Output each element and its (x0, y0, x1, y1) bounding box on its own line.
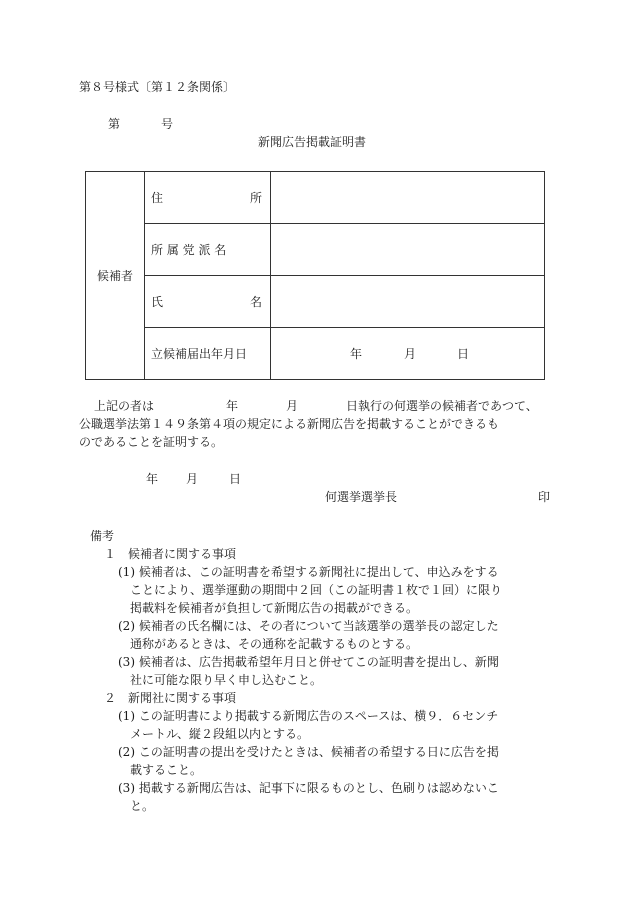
signature-day: 日 (229, 472, 242, 486)
signature-year: 年 (146, 472, 159, 486)
notes-section-2-heading: ２ 新聞社に関する事項 (104, 691, 237, 705)
notes-title: 備考 (90, 529, 115, 543)
body-line-1: 上記の者は 年 月 日執行の何選挙の候補者であつて、 (94, 399, 538, 413)
body-line-2: 公職選挙法第１４９条第４項の規定による新聞広告を掲載することができるも (79, 417, 500, 431)
note-1-1-line-3: 掲載料を候補者が負担して新聞広告の掲載ができる。 (130, 601, 419, 615)
name-field[interactable] (271, 276, 545, 328)
note-2-1-line-1: (1) この証明書により掲載する新聞広告のスペースは、横９．６センチ (118, 709, 499, 723)
table-row (86, 328, 545, 380)
note-1-2-line-1: (2) 候補者の氏名欄には、その者について当該選挙の選挙長の認定した (118, 619, 499, 633)
filing-date-day: 日 (457, 347, 470, 361)
document-title: 新聞広告掲載証明書 (258, 135, 367, 149)
table-row (86, 224, 545, 276)
seal-mark: 印 (538, 490, 551, 504)
body-line-3: のであることを証明する。 (79, 435, 224, 449)
filing-date-month: 月 (404, 347, 417, 361)
note-2-2-line-2: 載すること。 (130, 763, 203, 777)
notes-section-1-heading: １ 候補者に関する事項 (104, 547, 237, 561)
filing-date-year: 年 (350, 347, 363, 361)
note-1-1-line-1: (1) 候補者は、この証明書を希望する新聞社に提出して、申込みをする (118, 565, 499, 579)
note-2-3-line-2: と。 (130, 799, 155, 813)
address-field[interactable] (271, 172, 545, 224)
table-row (86, 276, 545, 328)
note-1-3-line-1: (3) 候補者は、広告掲載希望年月日と併せてこの証明書を提出し、新聞 (118, 655, 499, 669)
note-2-1-line-2: メートル、縦２段組以内とする。 (130, 727, 310, 741)
address-label-left: 住 (151, 191, 164, 205)
name-label (145, 276, 271, 328)
note-2-3-line-1: (3) 掲載する新聞広告は、記事下に限るものとし、色刷りは認めないこ (118, 781, 499, 795)
name-label-left: 氏 (151, 295, 164, 309)
filing-date-label (145, 328, 271, 380)
address-label (145, 172, 271, 224)
election-authority: 何選挙選挙長 (325, 490, 398, 504)
name-label-right: 名 (249, 295, 262, 309)
filing-date-field[interactable] (271, 328, 545, 380)
party-field[interactable] (271, 224, 545, 276)
address-label-right: 所 (249, 191, 262, 205)
filing-date-label-text: 立候補届出年月日 (151, 347, 248, 361)
party-label (145, 224, 271, 276)
form-number-title: 第８号様式〔第１２条関係〕 (79, 80, 236, 94)
note-1-1-line-2: ことにより、選挙運動の期間中２回（この証明書１枚で１回）に限り (130, 583, 503, 597)
certificate-number-suffix: 号 (161, 117, 174, 131)
party-label-text: 所 属 党 派 名 (151, 243, 227, 257)
note-2-2-line-1: (2) この証明書の提出を受けたときは、候補者の希望する日に広告を掲 (118, 745, 499, 759)
candidate-table (85, 171, 545, 380)
note-1-3-line-2: 社に可能な限り早く申し込むこと。 (130, 673, 323, 687)
table-row (86, 172, 545, 224)
note-1-2-line-2: 通称があるときは、その通称を記載するものとする。 (130, 637, 419, 651)
signature-month: 月 (186, 472, 199, 486)
certificate-number-prefix: 第 (108, 117, 121, 131)
candidate-side-label: 候補者 (86, 172, 145, 380)
